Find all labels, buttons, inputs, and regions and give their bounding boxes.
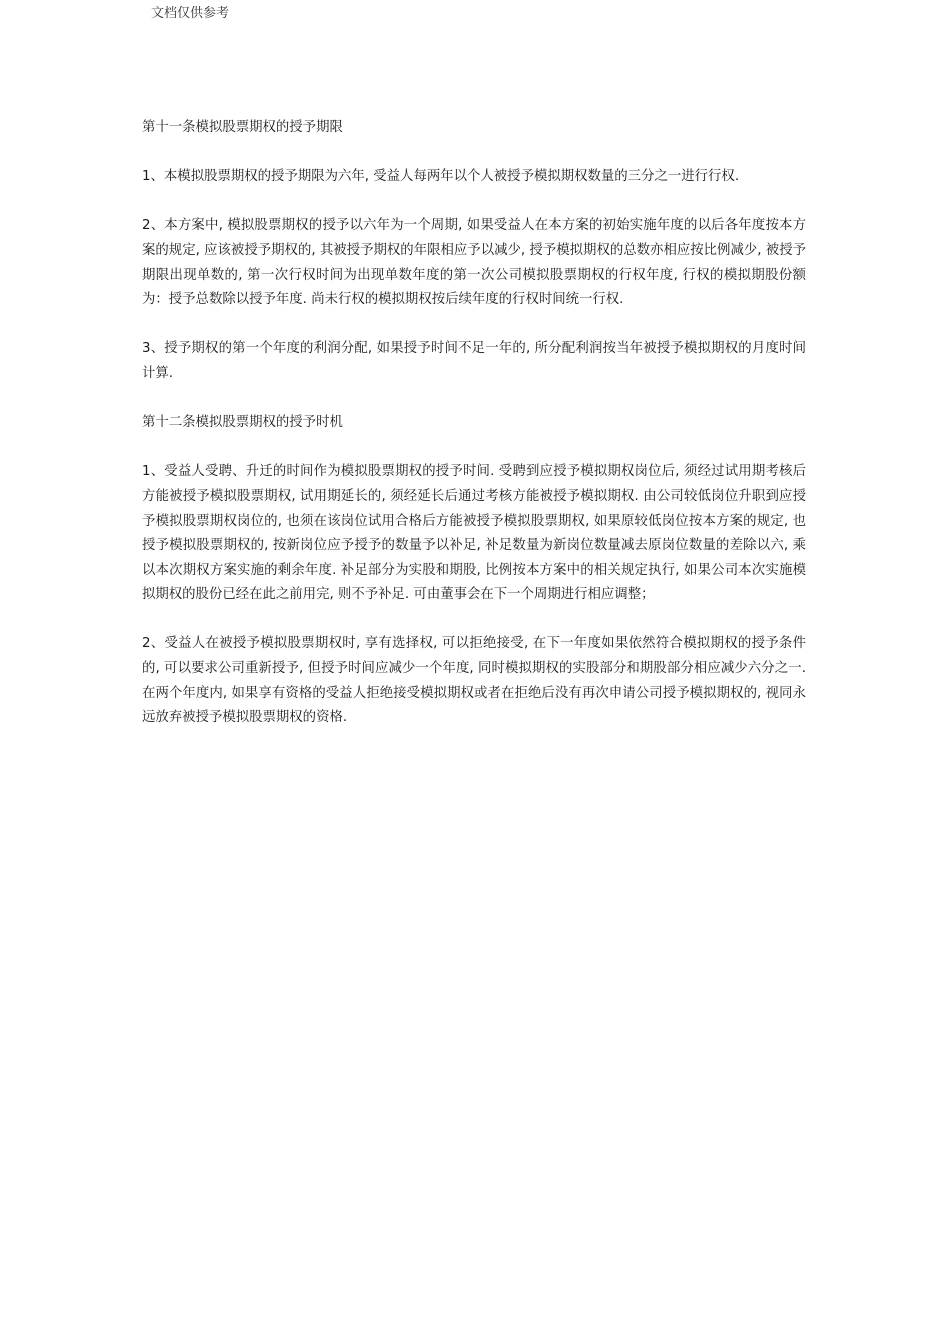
article-12-clause-2: 2、受益人在被授予模拟股票期权时, 享有选择权, 可以拒绝接受, 在下一年度如果依然符合模拟期权的授予条件的, 可以要求公司重新授予, 但授予时间应减少一个年度, 同时模拟期权的实股部分和期股部分相应减少六分之一. 在两个年度内, 如果享有资格的受益人拒绝接受模拟期权或者在拒绝后没有再次申请公司授予模拟期权的, 视同永远放弃被授予模拟股票期权的资格. [142, 636, 806, 726]
article-11-clause-3: 3、授予期权的第一个年度的利润分配, 如果授予时间不足一年的, 所分配利润按当年被授予模拟期权的月度时间计算. [142, 341, 806, 381]
header-note: 文档仅供参考 [151, 6, 230, 21]
article-11-clause-2: 2、本方案中, 模拟股票期权的授予以六年为一个周期, 如果受益人在本方案的初始实施年度的以后各年度按本方案的规定, 应该被授予期权的, 其被授予期权的年限相应予以减少, 授予模拟期权的总数亦相应按比例减少, 被授予期限出现单数的, 第一次行权时间为出现单数年度的第一次公司模拟股票期权的行权年度, 行权的模拟期股份额为：授予总数除以授予年度. 尚未行权的模拟期权按后续年度的行权时间统一行权. [142, 218, 806, 308]
article-11-heading: 第十一条模拟股票期权的授予期限 [142, 120, 343, 135]
article-11-clause-1: 1、本模拟股票期权的授予期限为六年, 受益人每两年以个人被授予模拟期权数量的三分之一进行行权. [142, 169, 740, 185]
article-12-heading: 第十二条模拟股票期权的授予时机 [142, 415, 343, 431]
article-12-clause-1: 1、受益人受聘、升迁的时间作为模拟股票期权的授予时间. 受聘到应授予模拟期权岗位后, 须经过试用期考核后方能被授予模拟股票期权, 试用期延长的, 须经延长后通过考核方能被授予模拟期权. 由公司较低岗位升职到应授予模拟股票期权岗位的, 也须在该岗位试用合格后方能被授予模拟股票期权, 如果原较低岗位按本方案的规定, 也授予模拟股票期权的, 按新岗位应予授予的数量予以补足, 补足数量为新岗位数量减去原岗位数量的差除以六, 乘以本次期权方案实施的剩余年度. 补足部分为实股和期股, 比例按本方案中的相关规定执行, 如果公司本次实施模拟期权的股份已经在此之前用完, 则不予补足. 可由董事会在下一个周期进行相应调整； [142, 464, 806, 603]
document-body [142, 116, 806, 755]
